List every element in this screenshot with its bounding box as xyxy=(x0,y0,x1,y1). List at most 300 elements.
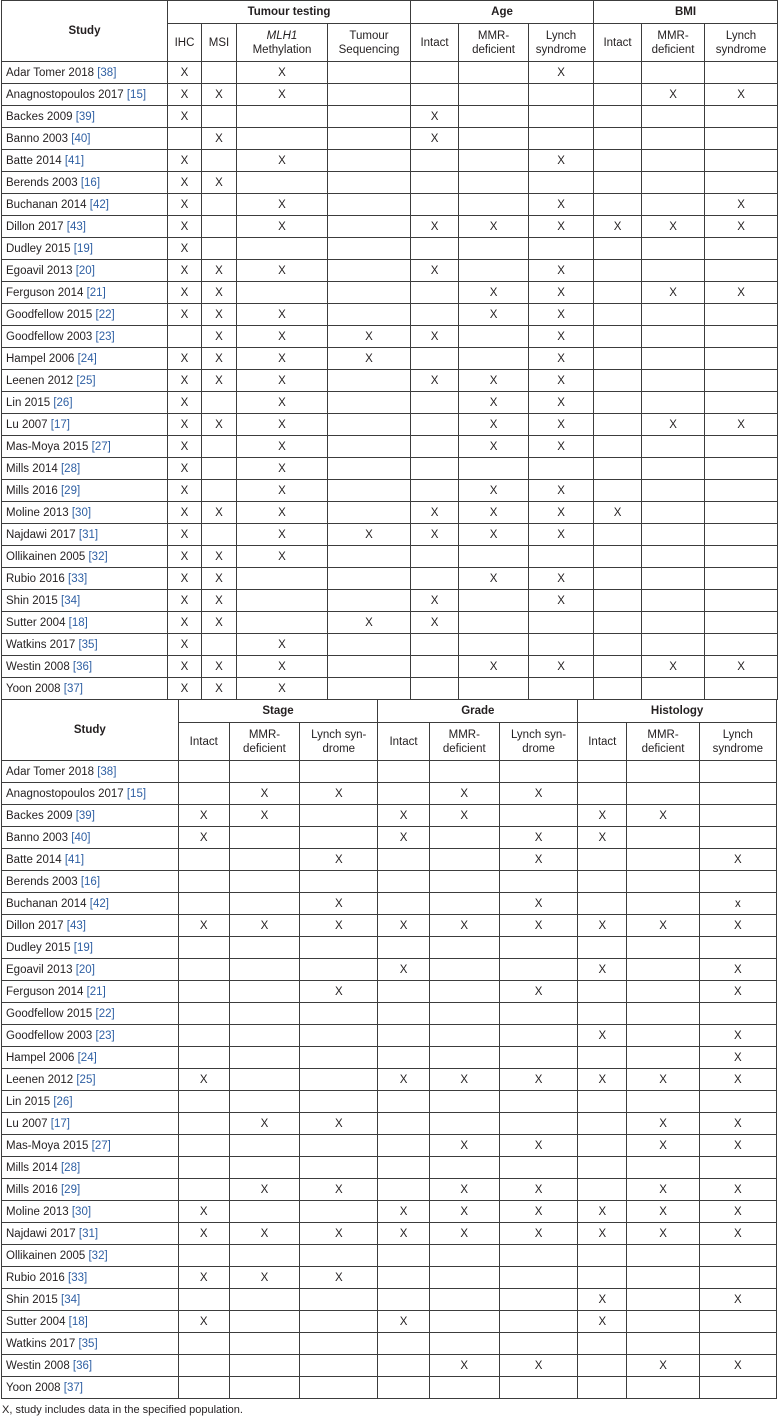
mark-cell xyxy=(594,238,642,260)
mark-cell: X xyxy=(237,458,328,480)
mark-cell xyxy=(459,194,529,216)
study-reference-link[interactable]: [19] xyxy=(73,242,93,255)
col-methylation: Methylation xyxy=(252,43,312,56)
mark-cell: X xyxy=(168,172,202,194)
study-name: Goodfellow 2015 xyxy=(6,1007,93,1020)
mark-cell xyxy=(411,150,459,172)
study-reference-link[interactable]: [25] xyxy=(76,1073,96,1086)
mark-cell xyxy=(459,150,529,172)
study-header-2: Study xyxy=(2,700,179,761)
study-reference-link[interactable]: [16] xyxy=(80,875,101,888)
mark-cell xyxy=(594,436,642,458)
mark-cell: X xyxy=(699,1223,776,1245)
mark-cell: X xyxy=(529,502,594,524)
mark-cell xyxy=(529,128,594,150)
mark-cell: X xyxy=(699,1135,776,1157)
mark-cell xyxy=(429,1289,499,1311)
study-reference-link[interactable]: [36] xyxy=(72,660,93,673)
mark-cell xyxy=(378,1025,429,1047)
study-reference-link[interactable]: [26] xyxy=(53,1095,73,1108)
study-cell xyxy=(2,150,168,172)
mark-cell: X xyxy=(168,634,202,656)
study-reference-link[interactable]: [35] xyxy=(78,638,98,651)
mark-cell: X xyxy=(699,1025,776,1047)
mark-cell xyxy=(300,1003,378,1025)
mark-cell: X xyxy=(202,348,237,370)
mark-cell xyxy=(300,959,378,981)
study-name: Batte 2014 xyxy=(6,154,62,167)
mark-cell xyxy=(178,783,229,805)
mark-cell xyxy=(229,1025,299,1047)
study-reference-link[interactable]: [38] xyxy=(97,66,117,79)
mark-cell xyxy=(642,590,705,612)
mark-cell xyxy=(300,1289,378,1311)
mark-cell: X xyxy=(378,1223,429,1245)
study-reference-link[interactable]: [39] xyxy=(75,809,95,822)
mark-cell xyxy=(699,1377,776,1399)
mark-cell xyxy=(328,238,411,260)
mark-cell: X xyxy=(429,915,499,937)
mark-cell xyxy=(499,1157,577,1179)
mark-cell: X xyxy=(168,414,202,436)
mark-cell xyxy=(627,871,699,893)
mark-cell xyxy=(378,937,429,959)
mark-cell xyxy=(328,678,411,700)
mark-cell: X xyxy=(237,260,328,282)
mark-cell: X xyxy=(168,194,202,216)
study-name: Yoon 2008 xyxy=(6,1381,61,1394)
mark-cell xyxy=(705,106,778,128)
mark-cell: X xyxy=(202,590,237,612)
study-reference-link[interactable]: [15] xyxy=(126,88,147,101)
mark-cell: X xyxy=(202,414,237,436)
study-reference-link[interactable]: [22] xyxy=(95,1007,115,1020)
table-row xyxy=(2,1289,777,1311)
study-reference-link[interactable]: [34] xyxy=(61,1293,81,1306)
mark-cell: X xyxy=(178,1201,229,1223)
mark-cell xyxy=(229,893,299,915)
mark-cell xyxy=(594,128,642,150)
col-stage-intact: Intact xyxy=(178,723,229,761)
mark-cell xyxy=(594,634,642,656)
mark-cell xyxy=(178,937,229,959)
study-reference-link[interactable]: [33] xyxy=(68,1271,88,1284)
mark-cell: X xyxy=(578,1289,627,1311)
mark-cell: X xyxy=(499,1223,577,1245)
mark-cell xyxy=(705,172,778,194)
study-cell xyxy=(2,656,168,678)
mark-cell: X xyxy=(578,827,627,849)
study-reference-link[interactable]: [21] xyxy=(86,286,106,299)
mark-cell xyxy=(705,260,778,282)
study-name: Lin 2015 xyxy=(6,396,51,409)
mark-cell xyxy=(578,1245,627,1267)
mark-cell xyxy=(705,436,778,458)
table-row xyxy=(2,1091,777,1113)
study-reference-link[interactable]: [15] xyxy=(126,787,147,800)
study-reference-link[interactable]: [16] xyxy=(80,176,101,189)
mark-cell xyxy=(705,128,778,150)
study-reference-link[interactable]: [22] xyxy=(95,308,115,321)
mark-cell xyxy=(594,480,642,502)
study-name: Goodfellow 2003 xyxy=(6,1029,93,1042)
mark-cell: X xyxy=(300,1267,378,1289)
mark-cell xyxy=(229,1135,299,1157)
mark-cell xyxy=(411,656,459,678)
mark-cell xyxy=(429,1245,499,1267)
mark-cell: X xyxy=(178,805,229,827)
mark-cell xyxy=(300,937,378,959)
mark-cell: X xyxy=(168,458,202,480)
table-row xyxy=(2,1047,777,1069)
mark-cell: X xyxy=(411,590,459,612)
mark-cell: X xyxy=(378,1069,429,1091)
mark-cell xyxy=(705,546,778,568)
table-row xyxy=(2,414,778,436)
mark-cell xyxy=(627,959,699,981)
mark-cell xyxy=(499,1289,577,1311)
mark-cell xyxy=(328,282,411,304)
mark-cell: X xyxy=(642,216,705,238)
mark-cell xyxy=(300,1201,378,1223)
mark-cell xyxy=(178,1025,229,1047)
mark-cell: X xyxy=(578,1069,627,1091)
study-cell xyxy=(2,480,168,502)
study-name: Sutter 2004 xyxy=(6,1315,66,1328)
study-cell xyxy=(2,238,168,260)
col-histology-mmr-deficient: MMR-deficient xyxy=(627,723,699,761)
mark-cell xyxy=(237,612,328,634)
mark-cell xyxy=(642,128,705,150)
mark-cell xyxy=(229,1003,299,1025)
mark-cell xyxy=(237,128,328,150)
study-reference-link[interactable]: [43] xyxy=(66,220,86,233)
study-cell xyxy=(2,1311,179,1333)
mark-cell: X xyxy=(168,62,202,84)
mark-cell: X xyxy=(699,1047,776,1069)
mark-cell: X xyxy=(168,370,202,392)
study-cell xyxy=(2,1047,179,1069)
table-row xyxy=(2,1355,777,1377)
mark-cell: X xyxy=(429,1179,499,1201)
study-cell xyxy=(2,106,168,128)
mark-cell xyxy=(699,1267,776,1289)
table-row xyxy=(2,1025,777,1047)
col-age-intact: Intact xyxy=(411,24,459,62)
study-reference-link[interactable]: [28] xyxy=(60,462,81,475)
study-reference-link[interactable]: [41] xyxy=(64,853,85,866)
mark-cell: X xyxy=(529,414,594,436)
study-reference-link[interactable]: [31] xyxy=(78,1227,99,1240)
mark-cell xyxy=(705,326,778,348)
mark-cell: X xyxy=(529,260,594,282)
study-reference-link[interactable]: [36] xyxy=(72,1359,93,1372)
study-reference-link[interactable]: [19] xyxy=(73,941,93,954)
mark-cell xyxy=(699,1157,776,1179)
mark-cell xyxy=(594,260,642,282)
col-tumour-sequencing: Tumour Sequencing xyxy=(328,24,411,62)
table-row xyxy=(2,62,778,84)
mark-cell xyxy=(178,981,229,1003)
mark-cell xyxy=(378,871,429,893)
study-name: Ollikainen 2005 xyxy=(6,1249,86,1262)
study-reference-link[interactable]: [40] xyxy=(71,132,91,145)
study-reference-link[interactable]: [20] xyxy=(75,963,95,976)
study-reference-link[interactable]: [32] xyxy=(88,550,108,563)
mark-cell xyxy=(229,1289,299,1311)
study-cell xyxy=(2,612,168,634)
mark-cell: X xyxy=(627,1113,699,1135)
study-reference-link[interactable]: [28] xyxy=(60,1161,81,1174)
mark-cell xyxy=(699,1003,776,1025)
mark-cell: X xyxy=(429,1201,499,1223)
mark-cell: X xyxy=(578,1311,627,1333)
mark-cell xyxy=(459,348,529,370)
study-cell xyxy=(2,1267,179,1289)
mark-cell xyxy=(411,634,459,656)
mark-cell xyxy=(705,612,778,634)
study-reference-link[interactable]: [18] xyxy=(68,1315,88,1328)
study-name: Berends 2003 xyxy=(6,875,78,888)
study-header: Study xyxy=(2,1,168,62)
mark-cell: X xyxy=(229,1179,299,1201)
mark-cell: X xyxy=(578,959,627,981)
mark-cell: X xyxy=(202,612,237,634)
study-reference-link[interactable]: [30] xyxy=(71,1205,92,1218)
table-row xyxy=(2,937,777,959)
study-reference-link[interactable]: [24] xyxy=(77,1051,97,1064)
study-cell xyxy=(2,172,168,194)
mark-cell xyxy=(411,458,459,480)
table-row xyxy=(2,893,777,915)
study-cell xyxy=(2,1333,179,1355)
mark-cell xyxy=(300,761,378,783)
study-name: Hampel 2006 xyxy=(6,1051,75,1064)
study-reference-link[interactable]: [33] xyxy=(68,572,88,585)
mark-cell: X xyxy=(459,436,529,458)
mark-cell xyxy=(578,1355,627,1377)
mark-cell xyxy=(178,871,229,893)
mark-cell xyxy=(429,893,499,915)
mark-cell xyxy=(699,827,776,849)
mark-cell: X xyxy=(168,612,202,634)
mark-cell: X xyxy=(459,480,529,502)
mark-cell xyxy=(642,348,705,370)
mark-cell xyxy=(529,678,594,700)
mark-cell xyxy=(499,937,577,959)
mark-cell: X xyxy=(578,1025,627,1047)
study-cell xyxy=(2,502,168,524)
mark-cell: X xyxy=(229,1267,299,1289)
mark-cell xyxy=(237,172,328,194)
table-row xyxy=(2,194,778,216)
mark-cell xyxy=(594,370,642,392)
mark-cell xyxy=(202,634,237,656)
study-cell xyxy=(2,1377,179,1399)
study-reference-link[interactable]: [17] xyxy=(50,418,70,431)
study-reference-link[interactable]: [37] xyxy=(63,1381,83,1394)
study-reference-link[interactable]: [30] xyxy=(71,506,92,519)
study-name: Leenen 2012 xyxy=(6,374,74,387)
mark-cell xyxy=(178,1113,229,1135)
mark-cell: X xyxy=(229,1113,299,1135)
study-reference-link[interactable]: [39] xyxy=(75,110,95,123)
study-reference-link[interactable]: [18] xyxy=(68,616,88,629)
mark-cell xyxy=(627,1047,699,1069)
mark-cell: X xyxy=(594,216,642,238)
mark-cell xyxy=(328,62,411,84)
study-reference-link[interactable]: [42] xyxy=(89,897,109,910)
mark-cell xyxy=(459,458,529,480)
mark-cell xyxy=(178,1135,229,1157)
mark-cell xyxy=(459,106,529,128)
study-name: Najdawi 2017 xyxy=(6,1227,76,1240)
study-name: Backes 2009 xyxy=(6,110,73,123)
mark-cell: X xyxy=(459,524,529,546)
study-reference-link[interactable]: [23] xyxy=(95,330,115,343)
study-name: Egoavil 2013 xyxy=(6,963,73,976)
col-msi: MSI xyxy=(202,24,237,62)
study-reference-link[interactable]: [31] xyxy=(78,528,99,541)
mark-cell xyxy=(429,959,499,981)
mark-cell xyxy=(202,392,237,414)
study-reference-link[interactable]: [17] xyxy=(50,1117,70,1130)
mark-cell: X xyxy=(202,656,237,678)
mark-cell xyxy=(328,502,411,524)
mark-cell: X xyxy=(699,1289,776,1311)
study-name: Banno 2003 xyxy=(6,132,69,145)
mark-cell xyxy=(429,1311,499,1333)
study-reference-link[interactable]: [27] xyxy=(91,1139,111,1152)
table-row xyxy=(2,436,778,458)
study-cell xyxy=(2,871,179,893)
study-reference-link[interactable]: [43] xyxy=(66,919,86,932)
mark-cell: X xyxy=(429,805,499,827)
study-reference-link[interactable]: [24] xyxy=(77,352,97,365)
study-reference-link[interactable]: [37] xyxy=(63,682,83,695)
study-reference-link[interactable]: [34] xyxy=(61,594,81,607)
mark-cell: X xyxy=(529,348,594,370)
mark-cell: X xyxy=(300,1113,378,1135)
mark-cell: X xyxy=(529,370,594,392)
study-reference-link[interactable]: [26] xyxy=(53,396,73,409)
mark-cell: X xyxy=(202,370,237,392)
mark-cell: X xyxy=(237,414,328,436)
mark-cell xyxy=(705,480,778,502)
mark-cell: X xyxy=(411,260,459,282)
mark-cell: X xyxy=(429,1069,499,1091)
study-reference-link[interactable]: [29] xyxy=(60,484,81,497)
mark-cell xyxy=(300,1025,378,1047)
study-cell xyxy=(2,1113,179,1135)
mark-cell xyxy=(178,893,229,915)
study-cell xyxy=(2,260,168,282)
mark-cell xyxy=(178,1355,229,1377)
mark-cell: X xyxy=(202,84,237,106)
mark-cell xyxy=(229,849,299,871)
study-reference-link[interactable]: [21] xyxy=(86,985,106,998)
mark-cell: X xyxy=(699,915,776,937)
mark-cell xyxy=(578,871,627,893)
mark-cell: X xyxy=(578,805,627,827)
table-row xyxy=(2,1223,777,1245)
mark-cell xyxy=(229,981,299,1003)
mark-cell xyxy=(300,1047,378,1069)
study-name: Dillon 2017 xyxy=(6,919,64,932)
mark-cell xyxy=(300,827,378,849)
study-cell xyxy=(2,1025,179,1047)
study-name: Dudley 2015 xyxy=(6,941,71,954)
mark-cell xyxy=(529,634,594,656)
mark-cell xyxy=(499,1047,577,1069)
mark-cell xyxy=(411,62,459,84)
study-reference-link[interactable]: [20] xyxy=(75,264,95,277)
study-name: Lu 2007 xyxy=(6,418,48,431)
study-reference-link[interactable]: [40] xyxy=(71,831,91,844)
mark-cell: X xyxy=(168,282,202,304)
mark-cell xyxy=(627,1333,699,1355)
study-cell xyxy=(2,84,168,106)
mark-cell xyxy=(578,761,627,783)
study-reference-link[interactable]: [25] xyxy=(76,374,96,387)
mark-cell: X xyxy=(642,656,705,678)
study-reference-link[interactable]: [35] xyxy=(78,1337,98,1350)
mark-cell xyxy=(594,150,642,172)
col-histology-lynch: Lynch syndrome xyxy=(699,723,776,761)
study-cell xyxy=(2,348,168,370)
col-bmi-intact: Intact xyxy=(594,24,642,62)
mark-cell: X xyxy=(168,304,202,326)
mark-cell xyxy=(578,893,627,915)
study-reference-link[interactable]: [38] xyxy=(97,765,117,778)
mark-cell: X xyxy=(168,546,202,568)
mark-cell: X xyxy=(237,524,328,546)
table-row xyxy=(2,524,778,546)
mark-cell xyxy=(529,84,594,106)
study-reference-link[interactable]: [32] xyxy=(88,1249,108,1262)
mark-cell: X xyxy=(411,612,459,634)
study-name: Shin 2015 xyxy=(6,1293,58,1306)
study-cell xyxy=(2,1135,179,1157)
study-reference-link[interactable]: [23] xyxy=(95,1029,115,1042)
study-reference-link[interactable]: [41] xyxy=(64,154,85,167)
mark-cell xyxy=(429,1267,499,1289)
mark-cell xyxy=(411,238,459,260)
mark-cell xyxy=(178,1157,229,1179)
mark-cell: X xyxy=(300,915,378,937)
study-reference-link[interactable]: [29] xyxy=(60,1183,81,1196)
mark-cell: X xyxy=(699,981,776,1003)
mark-cell xyxy=(328,370,411,392)
study-reference-link[interactable]: [42] xyxy=(89,198,109,211)
mark-cell xyxy=(411,348,459,370)
mark-cell: X xyxy=(578,1223,627,1245)
mark-cell xyxy=(378,1377,429,1399)
mark-cell: X xyxy=(459,656,529,678)
study-reference-link[interactable]: [27] xyxy=(91,440,111,453)
table-row xyxy=(2,84,778,106)
study-name: Adar Tomer 2018 xyxy=(6,765,95,778)
mark-cell xyxy=(627,893,699,915)
mark-cell: X xyxy=(229,915,299,937)
mark-cell: X xyxy=(237,656,328,678)
table-row xyxy=(2,827,777,849)
mark-cell: X xyxy=(202,568,237,590)
table-stage-grade-histology xyxy=(1,699,777,1399)
group-grade: Grade xyxy=(378,700,578,723)
mark-cell: X xyxy=(705,84,778,106)
study-cell xyxy=(2,458,168,480)
